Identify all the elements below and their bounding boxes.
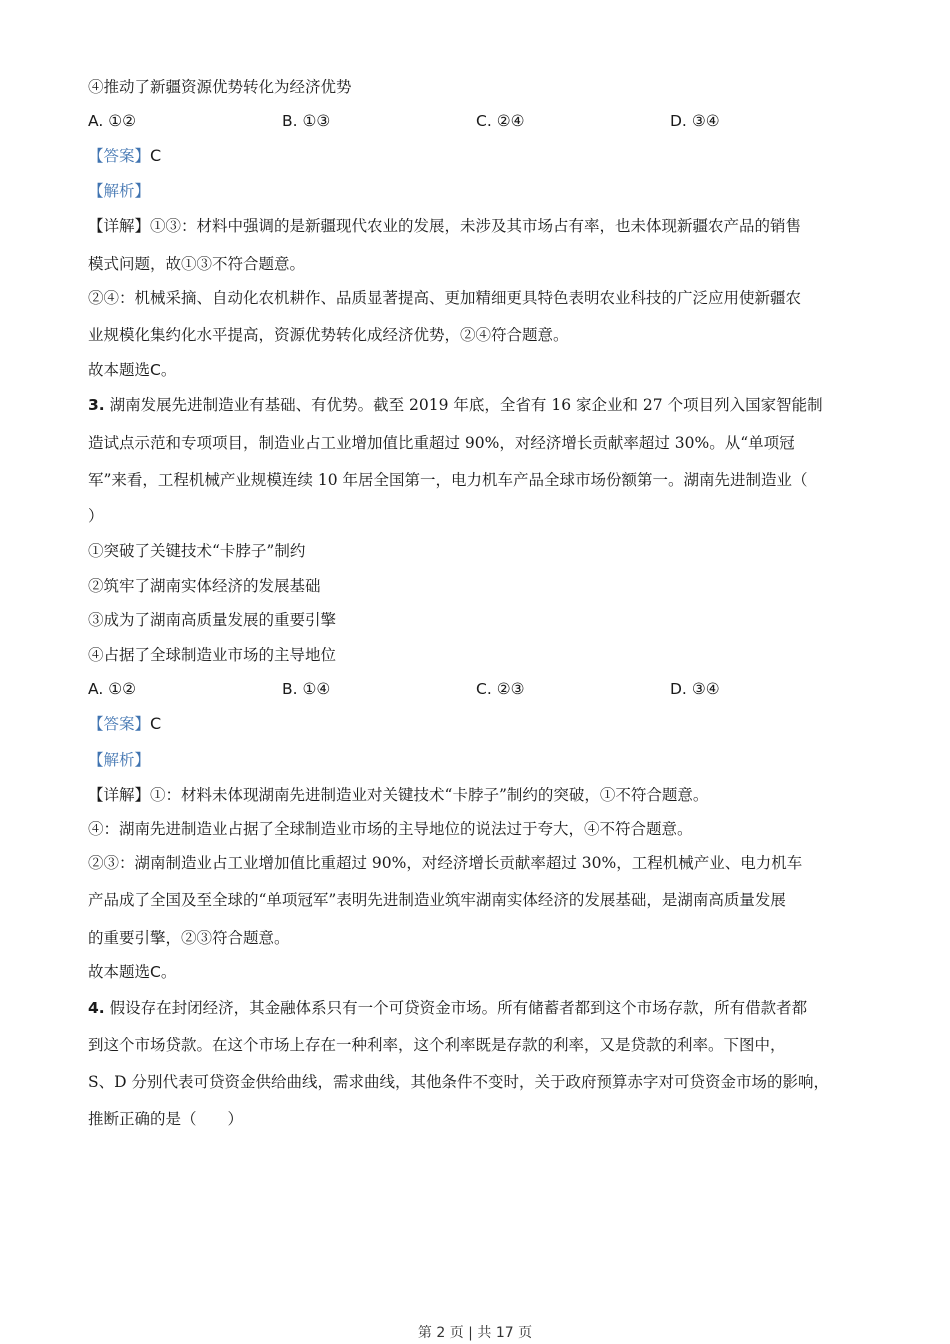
q4-stem-line-3: S、D 分别代表可贷资金供给曲线，需求曲线，其他条件不变时，关于政府预算赤字对可贷资金市场的影响， — [88, 1073, 829, 1091]
q3-answer — [88, 714, 161, 734]
q2-choice-c: C. ②④ — [476, 112, 525, 130]
q4-stem-line-1: 4. 假设存在封闭经济，其金融体系只有一个可贷资金市场。所有储蓄者都到这个市场存款，所有借款者都 — [88, 999, 808, 1017]
q2-detail-line-4: 业规模化集约化水平提高，资源优势转化成经济优势，②④符合题意。 — [88, 326, 569, 344]
q2-conclusion: 故本题选C。 — [88, 361, 177, 379]
q3-detail-line-4: 产品成了全国及至全球的“单项冠军”表明先进制造业筑牢湖南实体经济的发展基础，是湖南高质量发展 — [88, 891, 786, 909]
answer-value: C — [150, 714, 162, 733]
q3-detail-line-5: 的重要引擎，②③符合题意。 — [88, 929, 290, 947]
q3-detail-line-3: ②③：湖南制造业占工业增加值比重超过 90%，对经济增长贡献率超过 30%，工程机械产业、电力机车 — [88, 854, 803, 872]
answer-label: 【答案】 — [88, 715, 151, 733]
q3-option-4: ④占据了全球制造业市场的主导地位 — [88, 646, 337, 664]
q3-option-3: ③成为了湖南高质量发展的重要引擎 — [88, 611, 337, 629]
q2-detail-line-2: 模式问题，故①③不符合题意。 — [88, 255, 306, 273]
q3-choice-a: A. ①② — [88, 680, 136, 698]
q3-choice-c: C. ②③ — [476, 680, 525, 698]
answer-value: C — [150, 146, 162, 165]
q2-option-4: ④推动了新疆资源优势转化为经济优势 — [88, 78, 352, 96]
question-number: 3. — [88, 396, 105, 414]
q3-stem-line-1: 3. 湖南发展先进制造业有基础、有优势。截至 2019 年底，全省有 16 家企业和 27 个项目列入国家智能制 — [88, 396, 823, 414]
page-number: 2 — [436, 1325, 446, 1341]
q2-detail-line-3: ②④：机械采摘、自动化农机耕作、品质显著提高、更加精细更具特色表明农业科技的广泛应用使新疆农 — [88, 289, 802, 307]
q4-stem-line-2: 到这个市场贷款。在这个市场上存在一种利率，这个利率既是存款的利率，又是贷款的利率。下图中， — [88, 1036, 786, 1054]
q2-answer — [88, 146, 161, 166]
page-total: 17 — [495, 1325, 514, 1341]
q3-stem-line-3: 军”来看，工程机械产业规模连续 10 年居全国第一，电力机车产品全球市场份额第一。湖南先进制造业（ — [88, 471, 808, 489]
q2-choice-d: D. ③④ — [670, 112, 720, 130]
q2-choice-a: A. ①② — [88, 112, 136, 130]
page-footer: 第 2 页 | 共 17 页 — [417, 1325, 533, 1341]
q3-choice-b: B. ①④ — [282, 680, 331, 698]
question-number: 4. — [88, 999, 105, 1017]
q3-detail-line-1: 【详解】①：材料未体现湖南先进制造业对关键技术“卡脖子”制约的突破，①不符合题意。 — [88, 786, 709, 804]
q3-stem-line-4: ） — [88, 507, 104, 525]
q3-detail-line-2: ④：湖南先进制造业占据了全球制造业市场的主导地位的说法过于夸大，④不符合题意。 — [88, 820, 693, 838]
q2-analysis-label: 【解析】 — [88, 182, 151, 200]
q3-analysis-label: 【解析】 — [88, 751, 151, 769]
q4-stem-line-4: 推断正确的是（ ） — [88, 1110, 244, 1128]
q2-choice-b: B. ①③ — [282, 112, 331, 130]
q3-choice-d: D. ③④ — [670, 680, 720, 698]
q3-option-1: ①突破了关键技术“卡脖子”制约 — [88, 542, 306, 560]
q3-option-2: ②筑牢了湖南实体经济的发展基础 — [88, 577, 321, 595]
q3-conclusion: 故本题选C。 — [88, 963, 177, 981]
answer-label: 【答案】 — [88, 147, 151, 165]
q2-detail-line-1: 【详解】①③：材料中强调的是新疆现代农业的发展，未涉及其市场占有率，也未体现新疆农产品的销售 — [88, 217, 802, 235]
q3-stem-line-2: 造试点示范和专项项目，制造业占工业增加值比重超过 90%，对经济增长贡献率超过 30%。从“单项冠 — [88, 434, 795, 452]
